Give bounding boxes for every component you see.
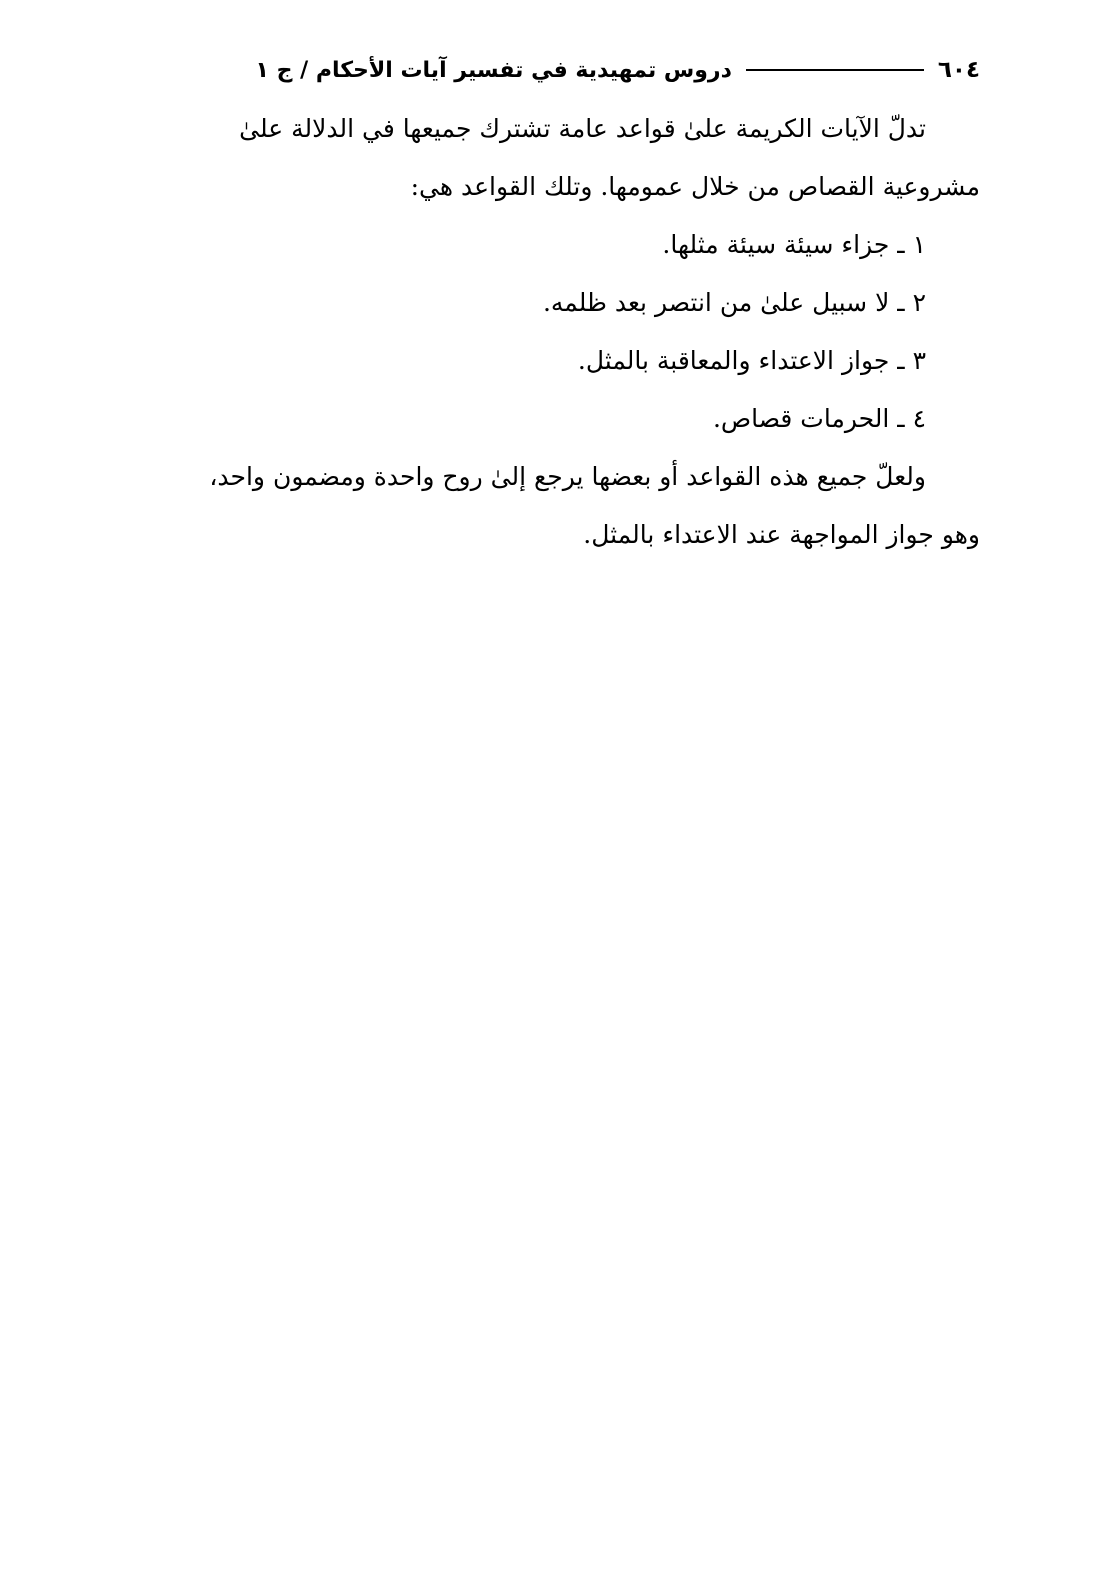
intro-line-1: تدلّ الآيات الكريمة علىٰ قواعد عامة تشترك جميعها في الدلالة علىٰ <box>239 114 926 143</box>
running-title: دروس تمهيدية في تفسير آيات الأحكام / ج ١ <box>255 57 732 83</box>
conclusion-line-1: ولعلّ جميع هذه القواعد أو بعضها يرجع إلىٰ روح واحدة ومضمون واحد، <box>209 462 926 491</box>
conclusion-line-2: وهو جواز المواجهة عند الاعتداء بالمثل. <box>583 520 980 549</box>
body-text <box>128 100 980 564</box>
rule-item-1: ١ ـ جزاء سيئة سيئة مثلها. <box>662 230 926 259</box>
header-rule <box>746 69 924 71</box>
rule-item-3: ٣ ـ جواز الاعتداء والمعاقبة بالمثل. <box>577 346 926 375</box>
page-number: ٦٠٤ <box>937 57 980 83</box>
page-header <box>128 52 980 88</box>
rule-item-2: ٢ ـ لا سبيل علىٰ من انتصر بعد ظلمه. <box>542 288 926 317</box>
intro-line-2: مشروعية القصاص من خلال عمومها. وتلك القواعد هي: <box>410 172 980 201</box>
rule-item-4: ٤ ـ الحرمات قصاص. <box>712 404 926 433</box>
